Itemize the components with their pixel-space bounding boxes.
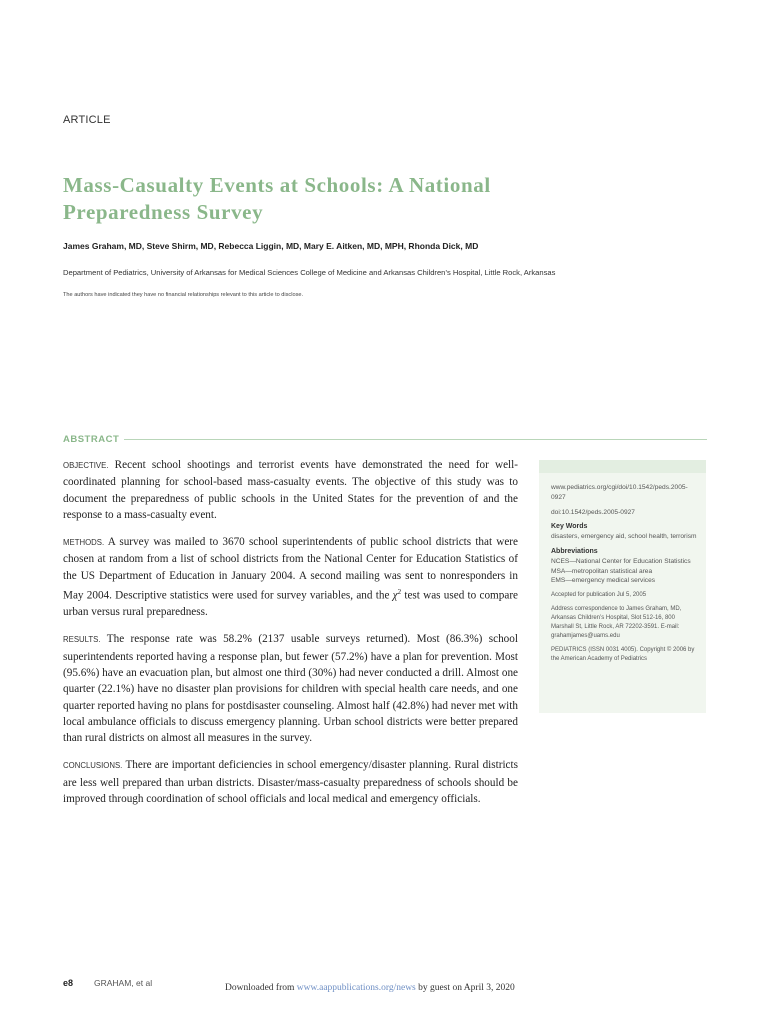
page-number: e8	[63, 978, 74, 988]
abbreviations-list	[551, 557, 698, 586]
abstract-body	[63, 457, 518, 818]
results-label: RESULTS.	[63, 635, 101, 645]
abstract-results	[63, 631, 518, 746]
abbreviation-item: EMS—emergency medical services	[551, 577, 656, 585]
running-head: GRAHAM, et al	[94, 978, 153, 988]
keywords-heading: Key Words	[551, 523, 588, 531]
article-title: Mass-Casualty Events at Schools: A National Preparedness Survey	[63, 173, 491, 224]
download-link[interactable]: www.aappublications.org/news	[296, 983, 416, 993]
abstract-heading: ABSTRACT	[63, 434, 120, 445]
copyright: PEDIATRICS (ISSN 0031 4005). Copyright © 2006 by the American Academy of Pediatrics	[551, 647, 695, 663]
disclosure-statement: The authors have indicated they have no financial relationships relevant to this article to disclose.	[63, 292, 304, 298]
accepted-date: Accepted for publication Jul 5, 2005	[551, 592, 647, 599]
conclusions-label: CONCLUSIONS.	[63, 761, 123, 771]
download-prefix: Downloaded from	[225, 983, 297, 993]
abstract-conclusions	[63, 757, 518, 807]
article-info-sidebar	[539, 473, 706, 713]
abbreviation-item: MSA—metropolitan statistical area	[551, 567, 653, 575]
download-suffix: by guest on April 3, 2020	[415, 983, 515, 993]
methods-label: METHODS.	[63, 538, 105, 548]
methods-text-part2: test was used to compare urban versus rural preparedness.	[63, 589, 519, 619]
methods-text-part1: A survey was mailed to 3670 school superintendents of public school districts that were chosen at random from a list of school districts from the National Center for Education Statistics of the US Department of Education in January 2004. A second mailing was sent to nonresponders in May 2004. Descriptive statistics were used for survey variables, and the	[63, 536, 518, 602]
author-list: James Graham, MD, Steve Shirm, MD, Rebecca Liggin, MD, Mary E. Aitken, MD, MPH, Rhonda Dick, MD	[63, 241, 479, 251]
keywords-list: disasters, emergency aid, school health, terrorism	[551, 533, 697, 541]
abbreviation-item: NCES—National Center for Education Statistics	[551, 557, 691, 565]
chi-superscript: 2	[397, 588, 402, 597]
sidebar-url[interactable]: www.pediatrics.org/cgi/doi/10.1542/peds.2005-0927	[551, 484, 688, 501]
abbreviations-heading: Abbreviations	[551, 547, 598, 555]
article-type-label: ARTICLE	[63, 114, 111, 126]
objective-label: OBJECTIVE.	[63, 461, 109, 470]
abstract-objective	[63, 457, 518, 523]
sidebar-doi: doi:10.1542/peds.2005-0927	[551, 508, 635, 516]
correspondence: Address correspondence to James Graham, MD, Arkansas Children’s Hospital, Slot 512-16, 800 Marshall St, Little Rock, AR 72202-3591. E-mail: grahamjames@uams.edu	[551, 606, 682, 640]
affiliation: Department of Pediatrics, University of Arkansas for Medical Sciences College of Medicine and Arkansas Children’s Hospital, Little Rock, Arkansas	[63, 268, 556, 277]
results-text: The response rate was 58.2% (2137 usable surveys returned). Most (86.3%) school superintendents reported having a response plan, but fewer (57.2%) have a plan for prevention. Most (95.6%) have an evacuation plan, but almost one third (30%) had never conducted a drill. Almost one quarter (22.1%) have no disaster plan provisions for children with special health care needs, and one quarter reported having no plans for postdisaster counseling. Almost half (42.8%) had never met with local ambulance officials to discuss emergency planning. Urban school districts were better prepared than rural districts on almost all measures in the survey.	[63, 633, 518, 745]
sidebar-top-bar	[539, 460, 706, 473]
abstract-methods	[63, 534, 518, 620]
abstract-divider	[124, 439, 707, 440]
chi-symbol: χ	[392, 589, 398, 602]
objective-text: Recent school shootings and terrorist events have demonstrated the need for well-coordinated planning for school-based mass-casualty events. The objective of this study was to document the preparedness of public schools in the United States for the prevention of and the response to a mass-casualty event.	[63, 459, 518, 521]
download-notice	[225, 983, 515, 993]
conclusions-text: There are important deficiencies in school emergency/disaster planning. Rural districts are less well prepared than urban districts. Disaster/mass-casualty preparedness of schools should be improved through coordination of school officials and local medical and emergency officials.	[63, 759, 518, 806]
